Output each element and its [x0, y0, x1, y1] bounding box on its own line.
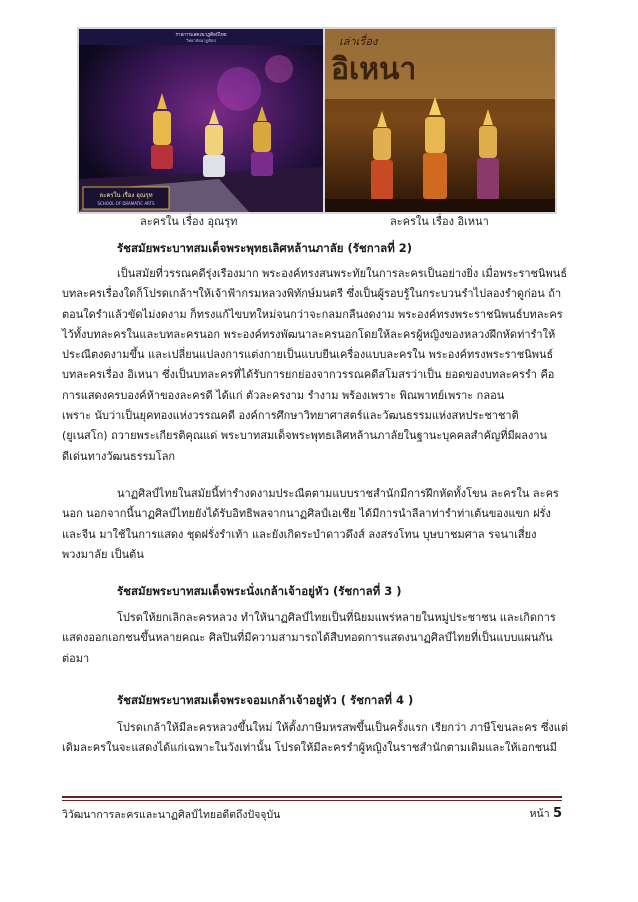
photo-right-title-big: อิเหนา — [331, 52, 417, 87]
page-label: หน้า — [529, 808, 550, 820]
text-line: แสดงออกเอกชนขึ้นหลายคณะ ศิลปินที่มีความสามารถได้สืบทอดการแสดงนาฏศิลป์ไทยที่เป็นแบบแผนกัน — [62, 631, 553, 645]
text-line: เพราะ นับว่าเป็นยุคทองแห่งวรรณคดี องค์การศึกษาวิทยาศาสตร์และวัฒนธรรมแห่งสหประชาชาติ — [62, 409, 519, 423]
section-heading-rama3: รัชสมัยพระบาทสมเด็จพระนั่งเกล้าเจ้าอยู่หัว (รัชกาลที่ 3 ) — [117, 584, 402, 598]
text-line: บทละครเรื่อง อิเหนา ซึ่งเป็นบทละครที่ได้รับการยกย่องจากวรรณคดีสโมสรว่าเป็น ยอดของบทละครรำ คือ — [62, 368, 555, 382]
photo-urarut-performance — [77, 27, 326, 214]
text-line: พวงมาลัย เป็นต้น — [62, 547, 144, 561]
svg-text:รายการแสดงนาฏศิลป์ไทย: รายการแสดงนาฏศิลป์ไทย — [175, 33, 227, 38]
text-line: และจีน มาใช้ในการแสดง ชุดฝรั่งรำเท้า และยังเกิดระบำดาวดึงส์ ลงสรงโทน บุษบาชมศาล รจนาเสี่ยง — [62, 527, 537, 541]
photo-inao-art — [325, 29, 555, 212]
photo-left-banner: ละครใน เรื่อง อุณรุท — [99, 192, 153, 199]
text-line: ต่อมา — [62, 651, 90, 665]
paragraph-rama4-1 — [62, 718, 569, 759]
text-line: โปรดให้ยกเลิกละครหลวง ทำให้นาฏศิลป์ไทยเป็นที่นิยมแพร่หลายในหมู่ประชาชน และเกิดการ — [117, 611, 556, 624]
paragraph-rama3-1 — [62, 608, 562, 669]
text-line: นอก นอกจากนี้นาฏศิลป์ไทยยังได้รับอิทธิพลจากนาฏศิลป์เอเชีย ได้มีการนำลีลาท่ารำท่าเต้นของแขก ฝรั่ง — [62, 507, 551, 521]
text-line: นาฏศิลป์ไทยในสมัยนี้ท่ารำงดงามประณีตตามแบบราชสำนักมีการฝึกหัดทั้งโขน ละครใน ละคร — [117, 487, 559, 500]
photo-right-title-small: เล่าเรื่อง — [339, 35, 378, 48]
section-heading-rama4: รัชสมัยพระบาทสมเด็จพระจอมเกล้าเจ้าอยู่หัว ( รัชกาลที่ 4 ) — [117, 693, 414, 707]
svg-text:วิทยาลัยนาฏศิลป: วิทยาลัยนาฏศิลป — [186, 38, 216, 43]
footer-rule-thin — [62, 800, 562, 801]
text-line: การแสดงครบองค์ห้าของละครดี ได้แก่ ตัวละครงาม รำงาม พร้องเพราะ พิณพาทย์เพราะ กลอน — [62, 388, 505, 402]
footer-rule — [62, 796, 562, 798]
text-line: ดีเด่นทางวัฒนธรรมโลก — [62, 449, 176, 463]
text-line: ตอนใดรำแล้วขัดไม่งดงาม ก็ทรงแก้ไขบทใหม่จนกว่าจะกลมกลืนงดงาม พระองค์ทรงพระราชนิพนธ์บทละคร — [62, 307, 563, 321]
photo-inao-performance — [323, 27, 557, 214]
caption-left: ละครใน เรื่อง อุณรุท — [140, 215, 238, 228]
page-number: 5 — [552, 806, 562, 821]
paragraph-rama2-1 — [62, 264, 568, 467]
footer-page-number — [530, 805, 562, 822]
photo-left-badge: SCHOOL OF DRAMATIC ARTS — [97, 201, 155, 206]
text-line: ไว้ทั้งบทละครในและบทละครนอก พระองค์ทรงพัฒนาละครนอกโดยให้ละครผู้หญิงของหลวงฝึกหัดท่ารำให้ — [62, 327, 556, 341]
footer-document-title: วิวัฒนาการละครและนาฏศิลป์ไทยอดีตถึงปัจจุบัน — [62, 809, 281, 821]
text-line: (ยูเนสโก) ถวายพระเกียรติคุณแด่ พระบาทสมเด็จพระพุทธเลิศหล้านภาลัยในฐานะบุคคลสำคัญที่มีผลงาน — [62, 429, 548, 443]
caption-right: ละครใน เรื่อง อิเหนา — [390, 215, 489, 228]
text-line: ประณีตงดงามขึ้น และเปลี่ยนแปลงการแต่งกายเป็นแบบยืนเครื่องแบบละครใน พระองค์ทรงพระราชนิพนธ์ — [62, 348, 554, 362]
text-line: โปรดเกล้าให้มีละครหลวงขึ้นใหม่ ให้ตั้งภาษีมหรสพขึ้นเป็นครั้งแรก เรียกว่า ภาษีโขนละคร ซึ่งแต่ — [117, 721, 569, 734]
section-heading-rama2: รัชสมัยพระบาทสมเด็จพระพุทธเลิศหล้านภาลัย (รัชกาลที่ 2) — [117, 241, 413, 255]
paragraph-rama2-2 — [62, 484, 562, 565]
text-line: บทละครเรื่องใดก็โปรดเกล้าฯให้เจ้าฟ้ากรมหลวงพิทักษ์มนตรี ซึ่งเป็นผู้รอบรู้ในกระบวนรำไปลองรำดูก่อน ถ้า — [62, 287, 562, 301]
photo-urarut-art — [79, 29, 324, 212]
text-line: เดิมละครในจะแสดงได้แก่เฉพาะในวังเท่านั้น โปรดให้มีละครรำผู้หญิงในราชสำนักตามเดิมและให้เอกชนมี — [62, 741, 557, 755]
text-line: เป็นสมัยที่วรรณคดีรุ่งเรืองมาก พระองค์ทรงสนพระทัยในการละครเป็นอย่างยิ่ง เมื่อพระราชนิพนธ์ — [117, 267, 568, 280]
